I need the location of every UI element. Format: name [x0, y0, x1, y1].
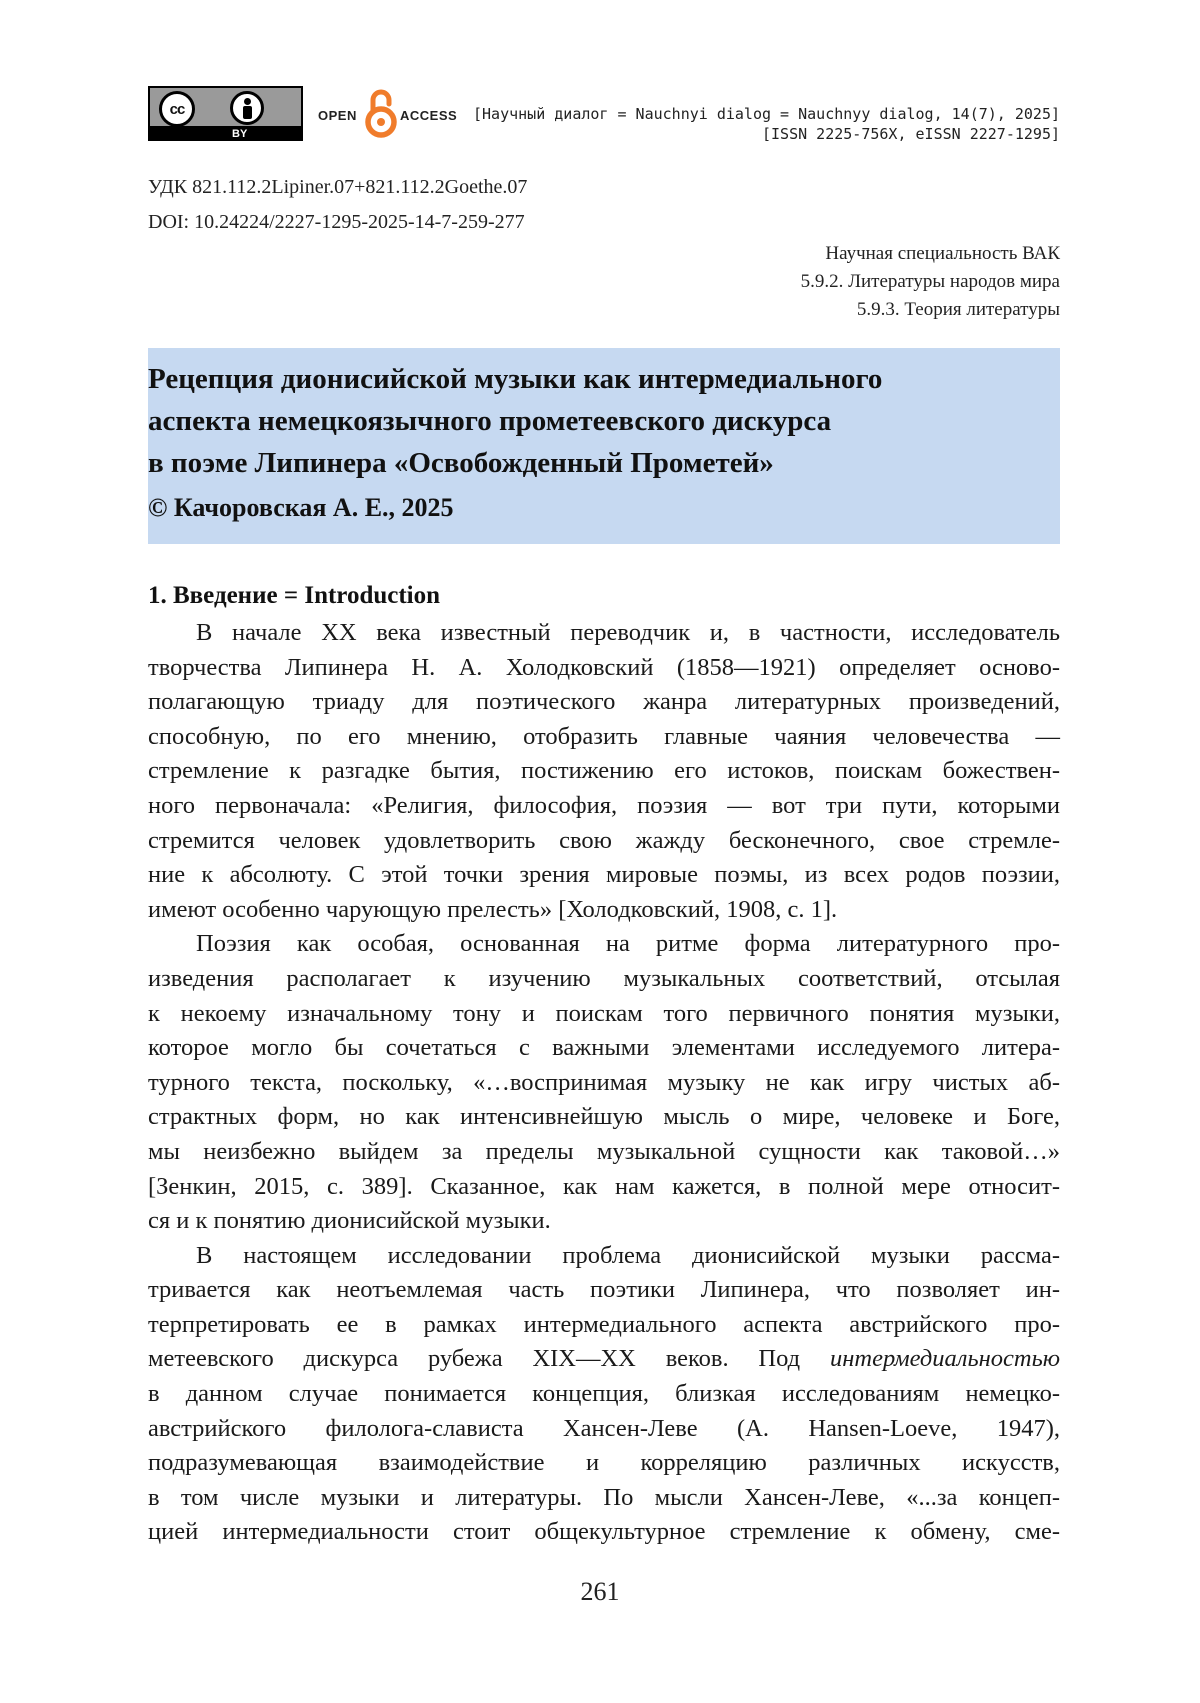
text-line: Поэзия как особая, основанная на ритме форма литературного про- [196, 930, 1060, 958]
text-line [148, 1342, 1060, 1377]
body-paragraph [148, 927, 1060, 1238]
open-access-lock-icon [364, 86, 398, 140]
article-body [148, 616, 1060, 1550]
attribution-person-icon [230, 91, 264, 125]
text-line: цией интермедиальности стоит общекультурное стремление к обмену, сме- [148, 1518, 1060, 1546]
text-line: изведения располагает к изучению музыкальных соответствий, отсылая [148, 964, 1060, 992]
vak-specialty-item: 5.9.2. Литературы народов мира [800, 271, 1060, 292]
vak-specialty-item: 5.9.3. Теория литературы [856, 299, 1060, 320]
text-line: которое могло бы сочетаться с важными элементами исследуемого литера- [148, 1034, 1060, 1062]
cc-by-license-icon [148, 86, 303, 141]
section-heading: 1. Введение = Introduction [148, 582, 441, 609]
body-paragraph [148, 1239, 1060, 1550]
article-title [148, 358, 1048, 484]
text-line: ние к абсолюту. С этой точки зрения мировые поэмы, из всех родов поэзии, [148, 861, 1060, 889]
text-line: стремится человек удовлетворить свою жажду бесконечного, свое стремле- [148, 826, 1060, 854]
text-line: страктных форм, но как интенсивнейшую мысль о мире, человеке и Боге, [148, 1103, 1060, 1131]
doi-link[interactable]: DOI: 10.24224/2227-1295-2025-14-7-259-277 [148, 211, 525, 233]
text-line: тривается как неотъемлемая часть поэтики Липинера, что позволяет ин- [148, 1276, 1060, 1304]
text-line: в том числе музыки и литературы. По мысли Хансен-Леве, «...за концеп- [148, 1483, 1060, 1511]
text-line: [Зенкин, 2015, с. 389]. Сказанное, как нам кажется, в полной мере относит- [148, 1172, 1060, 1200]
article-author: © Качоровская А. Е., 2025 [148, 493, 454, 522]
open-access-right-word: ACCESS [400, 108, 458, 123]
text-line: стремление к разгадке бытия, постижению его истоков, поискам божествен- [148, 757, 1060, 785]
text-line: ного первоначала: «Религия, философия, поэзия — вот три пути, которыми [148, 791, 1060, 819]
text-line: творчества Липинера Н. А. Холодковский (1858—1921) определяет осново- [148, 653, 1060, 681]
udk-code: УДК 821.112.2Lipiner.07+821.112.2Goethe.07 [148, 176, 528, 198]
text-line: мы неизбежно выйдем за пределы музыкальной сущности как таковой…» [148, 1137, 1060, 1165]
text-line: В начале XX века известный переводчик и, в частности, исследователь [196, 619, 1060, 646]
page-number: 261 [580, 1577, 620, 1606]
by-label: BY [232, 128, 248, 140]
text-line: ся и к понятию дионисийской музыки. [148, 1207, 551, 1235]
open-access-left-word: OPEN [318, 108, 357, 123]
text-line: В настоящем исследовании проблема дионисийской музыки рассма- [196, 1241, 1060, 1269]
text-line: подразумевающая взаимодействие и корреляцию различных искусств, [148, 1449, 1060, 1477]
creative-commons-icon: cc [159, 91, 195, 127]
journal-reference [473, 104, 1060, 144]
text-line: турного текста, поскольку, «…воспринимая музыку не как игру чистых аб- [148, 1068, 1060, 1096]
text-line: терпретировать ее в рамках интермедиального аспекта австрийского про- [148, 1310, 1060, 1338]
text-line: австрийского филолога-слависта Хансен-Леве (A. Hansen-Loeve, 1947), [148, 1414, 1060, 1442]
italic-term: интермедиальностью [829, 1345, 1060, 1373]
text-segment: метеевского дискурса рубежа XIX—XX веков. Под [148, 1345, 801, 1373]
text-line: полагающую триаду для поэтического жанра литературных произведений, [148, 688, 1060, 716]
title-line: в поэме Липинера «Освобожденный Прометей» [148, 447, 774, 479]
title-line: аспекта немецкоязычного прометеевского дискурса [148, 405, 832, 437]
text-line: к некоему изначальному тону и поискам того первичного понятия музыки, [148, 999, 1060, 1027]
journal-citation: [Научный диалог = Nauchnyi dialog = Nauchnyy dialog, 14(7), 2025] [473, 105, 1060, 123]
title-line: Рецепция дионисийской музыки как интермедиального [148, 363, 883, 395]
journal-issn: [ISSN 2225-756X, eISSN 2227-1295] [761, 125, 1060, 143]
text-line: способную, по его мнению, отобразить главные чаяния человечества — [148, 722, 1060, 750]
vak-specialty [801, 240, 1060, 324]
body-paragraph [148, 616, 1060, 927]
text-line: имеют особенно чарующую прелесть» [Холодковский, 1908, с. 1]. [148, 895, 838, 923]
vak-label: Научная специальность ВАК [825, 243, 1060, 264]
text-line: в данном случае понимается концепция, близкая исследованиям немецко- [148, 1380, 1060, 1408]
title-block [148, 348, 1060, 544]
open-access-logo [318, 86, 458, 140]
